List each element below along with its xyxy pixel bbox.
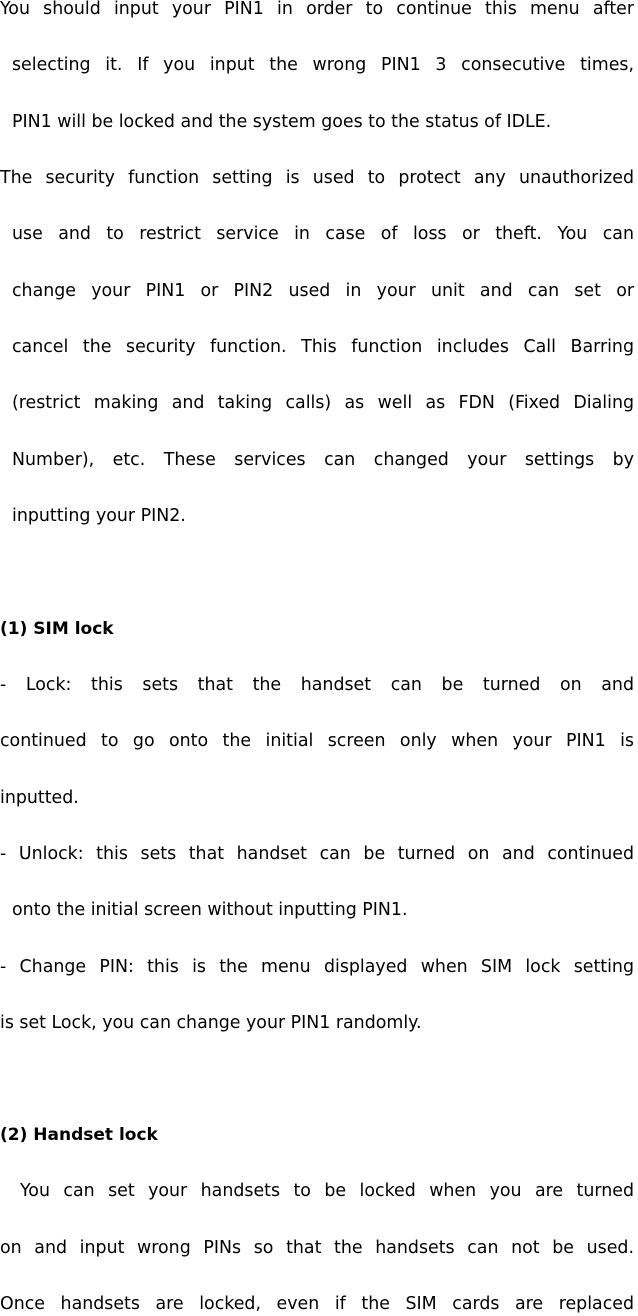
handset-lock-heading: (2) Handset lock	[0, 1125, 158, 1145]
handset-lock-line: on and input wrong PINs so that the handsets can not be used.	[0, 1238, 634, 1258]
sim-lock-unlock-line: - Unlock: this sets that handset can be turned on and continued	[0, 844, 634, 864]
intro-line: You should input your PIN1 in order to continue this menu after	[0, 0, 634, 19]
intro-line: PIN1 will be locked and the system goes to the status of IDLE.	[12, 112, 552, 132]
sim-lock-change-pin-line: - Change PIN: this is the menu displayed when SIM lock setting	[0, 957, 634, 977]
security-paragraph-line: cancel the security function. This function includes Call Barring	[12, 337, 634, 357]
security-paragraph-line: The security function setting is used to protect any unauthorized	[0, 168, 634, 188]
handset-lock-line: You can set your handsets to be locked when you are turned	[20, 1181, 634, 1201]
sim-lock-change-pin-line: is set Lock, you can change your PIN1 randomly.	[0, 1013, 422, 1033]
security-paragraph-line: change your PIN1 or PIN2 used in your unit and can set or	[12, 281, 634, 301]
security-paragraph-line: (restrict making and taking calls) as well as FDN (Fixed Dialing	[12, 393, 634, 413]
sim-lock-lock-line: inputted.	[0, 788, 79, 808]
sim-lock-lock-line: continued to go onto the initial screen only when your PIN1 is	[0, 731, 634, 751]
sim-lock-heading: (1) SIM lock	[0, 619, 114, 639]
sim-lock-unlock-line: onto the initial screen without inputting PIN1.	[12, 900, 408, 920]
security-paragraph-line: Number), etc. These services can changed your settings by	[12, 450, 634, 470]
security-paragraph-line: inputting your PIN2.	[12, 506, 186, 526]
sim-lock-lock-line: - Lock: this sets that the handset can be turned on and	[0, 675, 634, 695]
security-paragraph-line: use and to restrict service in case of loss or theft. You can	[12, 224, 634, 244]
intro-line: selecting it. If you input the wrong PIN1 3 consecutive times,	[12, 55, 634, 75]
handset-lock-line: Once handsets are locked, even if the SIM cards are replaced	[0, 1294, 634, 1314]
